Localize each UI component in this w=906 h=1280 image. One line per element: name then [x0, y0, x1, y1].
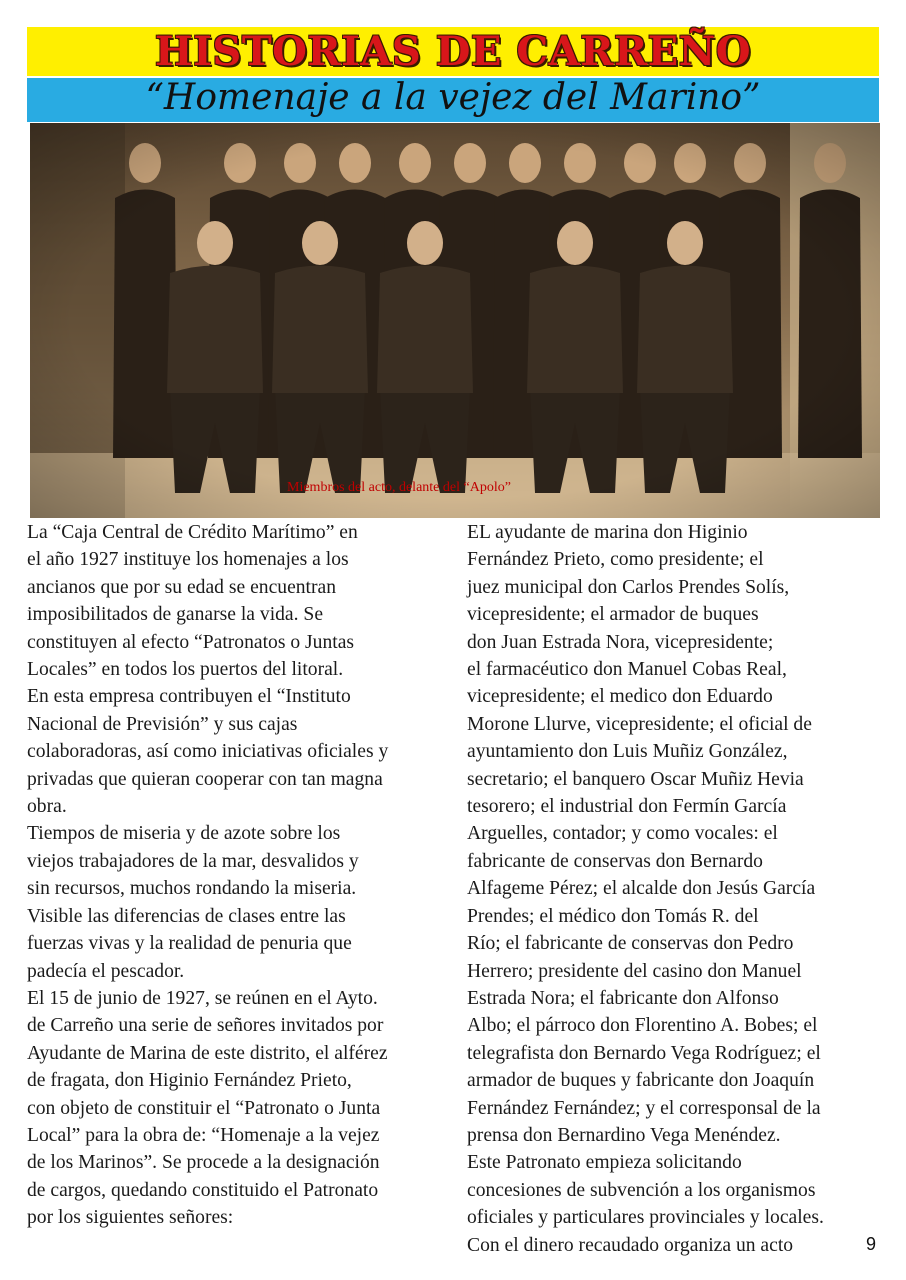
article-column-right [467, 519, 879, 1259]
article-line: Fernández Prieto, como presidente; el [467, 549, 764, 571]
article-line: Prendes; el médico don Tomás R. del [467, 905, 759, 927]
article-line: Locales” en todos los puertos del litoral. [27, 659, 344, 681]
article-line: sin recursos, muchos rondando la miseria. [27, 878, 357, 900]
page-number: 9 [866, 1234, 877, 1254]
article-line: El 15 de junio de 1927, se reúnen en el Ayto. [27, 987, 378, 1009]
article-line: Morone Llurve, vicepresidente; el oficial de [467, 713, 812, 735]
article-line: Este Patronato empieza solicitando [467, 1152, 742, 1174]
article-line: de fragata, don Higinio Fernández Prieto, [27, 1070, 352, 1092]
article-line: Fernández Fernández; y el corresponsal de la [467, 1097, 821, 1119]
article-line: don Juan Estrada Nora, vicepresidente; [467, 631, 774, 653]
article-line: Local” para la obra de: “Homenaje a la vejez [27, 1124, 380, 1146]
subtitle-banner [27, 78, 879, 122]
article-line: fuerzas vivas y la realidad de penuria que [27, 933, 352, 955]
article-line: privadas que quieran cooperar con tan magna [27, 768, 383, 790]
article-line: Con el dinero recaudado organiza un acto [467, 1234, 794, 1256]
article-line: de los Marinos”. Se procede a la designación [27, 1152, 380, 1174]
page-subtitle: “Homenaje a la vejez del Marino” [145, 78, 761, 118]
article-line: ayuntamiento don Luis Muñiz González, [467, 741, 788, 763]
article-line: ancianos que por su edad se encuentran [27, 576, 337, 598]
article-line: armador de buques y fabricante don Joaquín [467, 1070, 815, 1092]
article-line: En esta empresa contribuyen el “Instituto [27, 686, 351, 708]
article-line: EL ayudante de marina don Higinio [467, 522, 748, 543]
article-line: de Carreño una serie de señores invitados por [27, 1015, 384, 1037]
article-line: viejos trabajadores de la mar, desvalidos y [27, 850, 359, 872]
article-column-left [27, 519, 447, 1232]
article-line: colaboradoras, así como iniciativas oficiales y [27, 741, 389, 763]
article-line: Tiempos de miseria y de azote sobre los [27, 823, 341, 845]
article-line: obra. [27, 796, 67, 818]
article-line: Nacional de Previsión” y sus cajas [27, 713, 298, 735]
article-line: fabricante de conservas don Bernardo [467, 850, 763, 872]
article-line: vicepresidente; el medico don Eduardo [467, 686, 773, 708]
photo-caption: Miembros del acto, delante del “Apolo” [287, 480, 511, 495]
article-line: prensa don Bernardino Vega Menéndez. [467, 1124, 781, 1146]
article-line: La “Caja Central de Crédito Marítimo” en [27, 522, 358, 543]
article-line: Arguelles, contador; y como vocales: el [467, 823, 778, 845]
article-line: con objeto de constituir el “Patronato o Junta [27, 1097, 381, 1119]
article-line: Alfageme Pérez; el alcalde don Jesús García [467, 878, 816, 900]
article-line: concesiones de subvención a los organismos [467, 1179, 816, 1201]
article-line: Visible las diferencias de clases entre las [27, 905, 346, 927]
article-line: Estrada Nora; el fabricante don Alfonso [467, 987, 779, 1009]
article-line: secretario; el banquero Oscar Muñiz Hevia [467, 768, 804, 790]
article-line: constituyen al efecto “Patronatos o Juntas [27, 631, 355, 653]
article-line: tesorero; el industrial don Fermín García [467, 796, 787, 818]
article-line: vicepresidente; el armador de buques [467, 604, 759, 626]
group-photo [30, 123, 880, 518]
article-line: el año 1927 instituye los homenajes a los [27, 549, 349, 571]
article-line: el farmacéutico don Manuel Cobas Real, [467, 659, 787, 681]
article-line: por los siguientes señores: [27, 1207, 234, 1229]
article-line: Río; el fabricante de conservas don Pedro [467, 933, 794, 955]
article-line: padecía el pescador. [27, 960, 185, 982]
page-title: HISTORIAS DE CARREÑO [154, 28, 752, 75]
article-line: imposibilitados de ganarse la vida. Se [27, 604, 324, 626]
article-line: Herrero; presidente del casino don Manuel [467, 960, 802, 982]
title-banner [27, 27, 879, 76]
article-line: telegrafista don Bernardo Vega Rodríguez; el [467, 1042, 821, 1064]
article-line: juez municipal don Carlos Prendes Solís, [467, 576, 790, 598]
article-line: de cargos, quedando constituido el Patronato [27, 1179, 379, 1201]
article-line: Albo; el párroco don Florentino A. Bobes; el [467, 1015, 818, 1037]
article-line: Ayudante de Marina de este distrito, el alférez [27, 1042, 388, 1064]
article-line: oficiales y particulares provinciales y locales. [467, 1207, 824, 1229]
